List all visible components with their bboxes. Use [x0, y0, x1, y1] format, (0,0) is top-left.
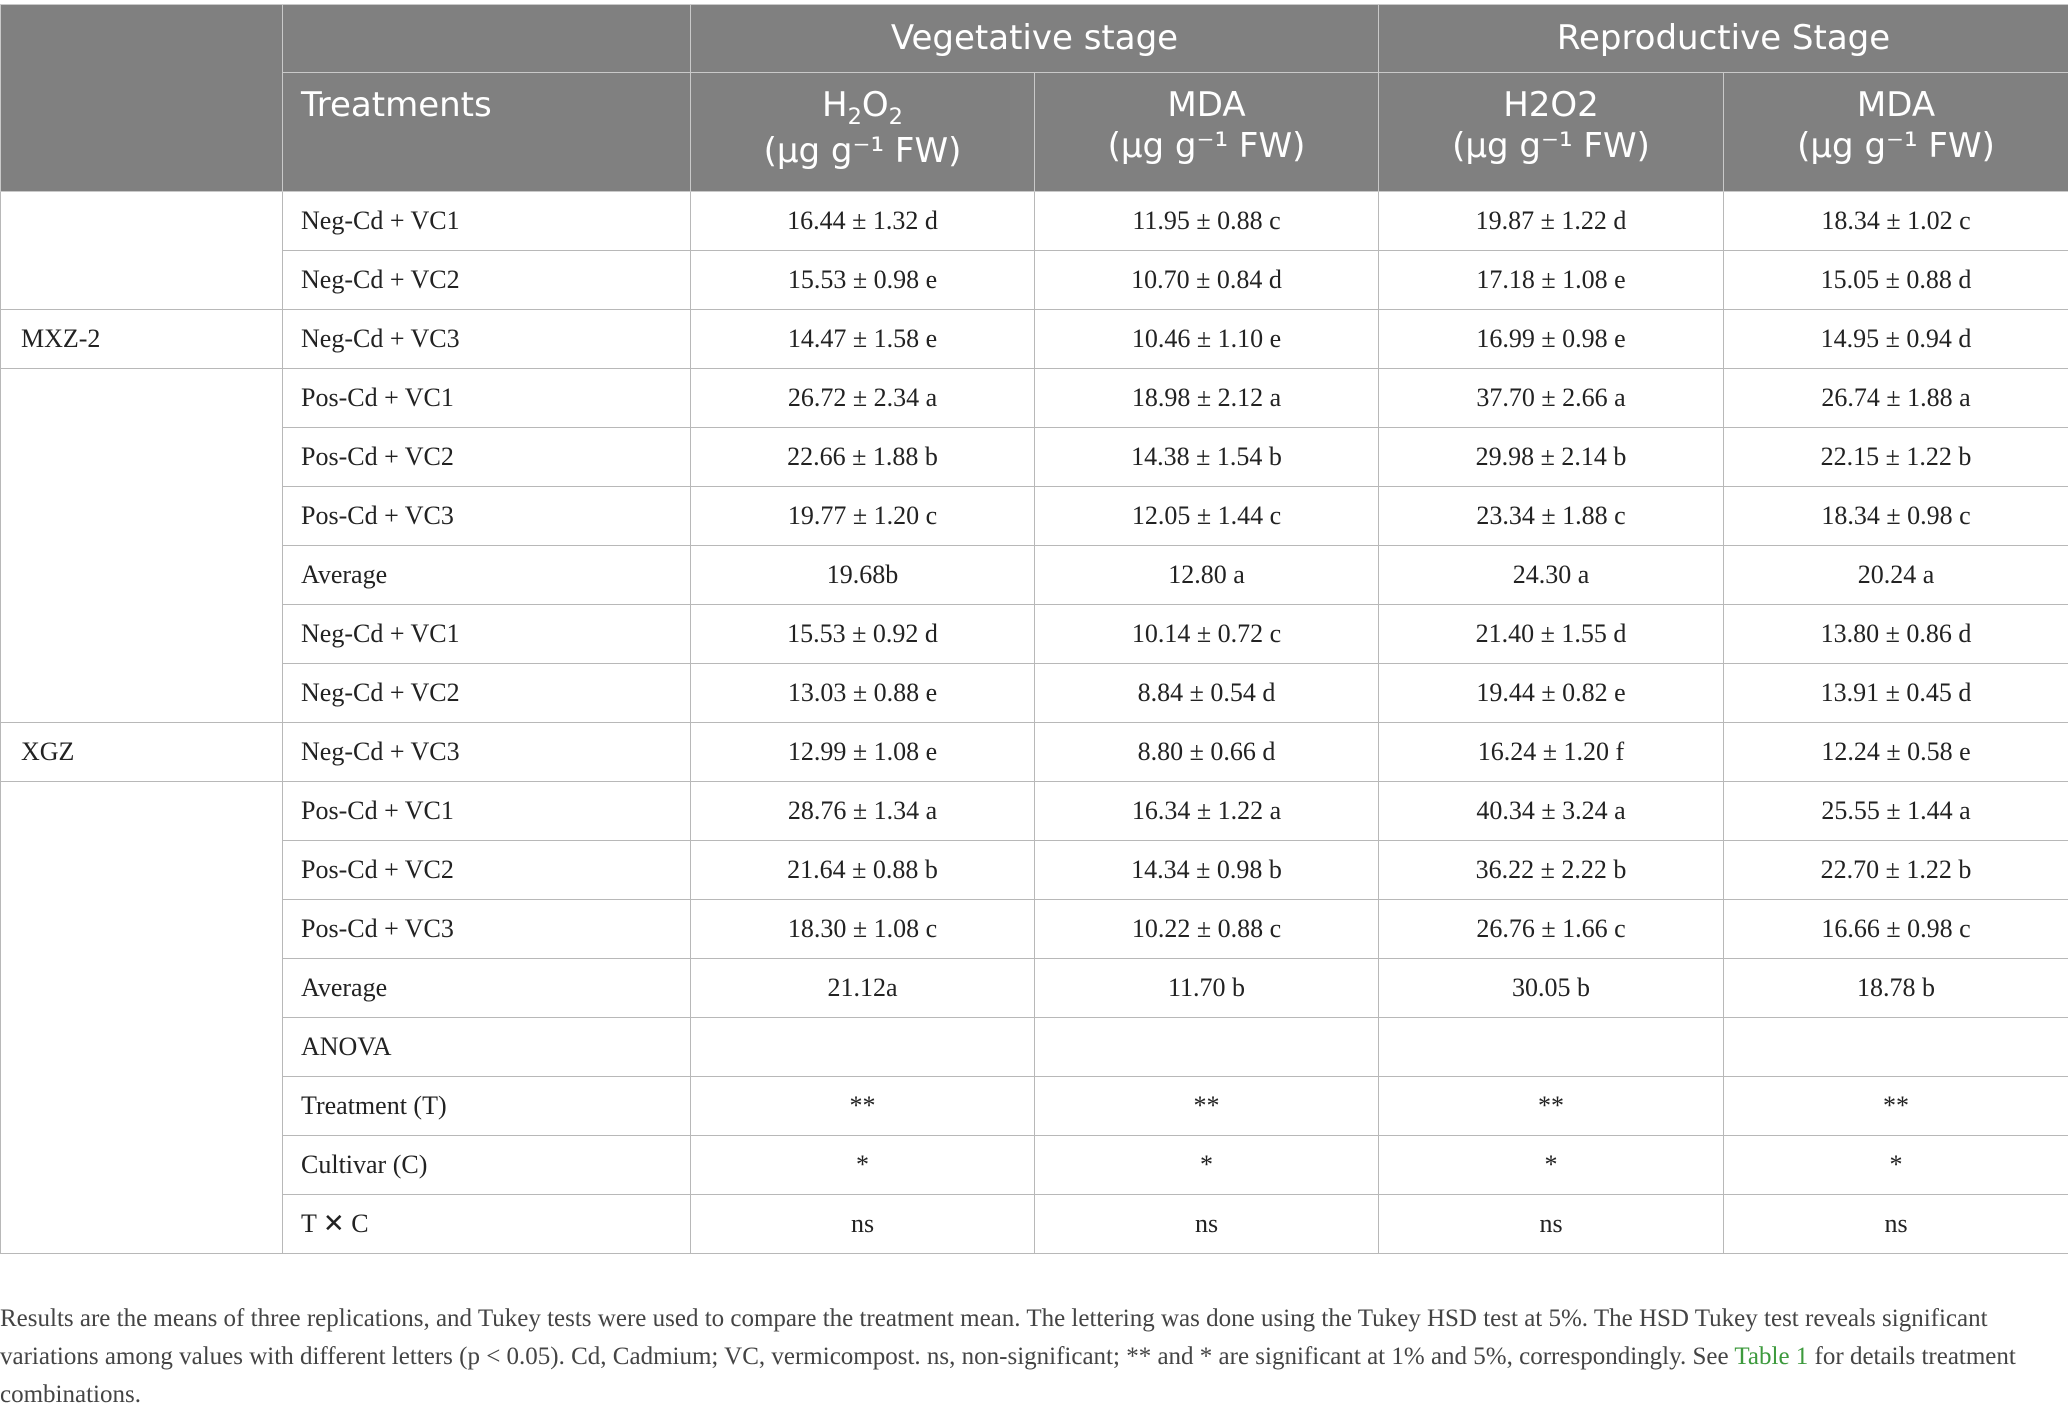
value-cell: 12.24 ± 0.58 e [1724, 723, 2068, 782]
value-cell: 25.55 ± 1.44 a [1724, 782, 2068, 841]
cultivar-cell [1, 192, 283, 251]
column-name: MDA [1167, 85, 1246, 125]
value-cell: 12.99 ± 1.08 e [691, 723, 1035, 782]
table-row [1, 192, 2068, 251]
value-cell: 26.74 ± 1.88 a [1724, 369, 2068, 428]
value-cell: 30.05 b [1379, 959, 1724, 1018]
value-cell: 10.14 ± 0.72 c [1035, 605, 1379, 664]
treatment-cell: Pos-Cd + VC3 [283, 900, 691, 959]
table-row [1, 1136, 2068, 1195]
table-row [1, 428, 2068, 487]
value-cell: 28.76 ± 1.34 a [691, 782, 1035, 841]
treatment-cell: Neg-Cd + VC1 [283, 605, 691, 664]
header-blank-cell [1, 5, 283, 192]
treatment-cell: Pos-Cd + VC3 [283, 487, 691, 546]
cultivar-cell [1, 841, 283, 900]
value-cell: ns [1379, 1195, 1724, 1254]
value-cell: 15.05 ± 0.88 d [1724, 251, 2068, 310]
data-table [0, 4, 2068, 1254]
column-unit: (µg g⁻¹ FW) [1452, 126, 1650, 167]
table-row [1, 546, 2068, 605]
value-cell: 10.46 ± 1.10 e [1035, 310, 1379, 369]
treatment-cell: Pos-Cd + VC2 [283, 841, 691, 900]
table-row [1, 487, 2068, 546]
treatment-cell: Pos-Cd + VC1 [283, 369, 691, 428]
table-row [1, 369, 2068, 428]
cultivar-cell [1, 1018, 283, 1077]
cultivar-cell [1, 546, 283, 605]
value-cell: ns [1035, 1195, 1379, 1254]
footnote-text-end: for details treatment combinations. [0, 1343, 2016, 1408]
table-row [1, 1195, 2068, 1254]
value-cell: 16.34 ± 1.22 a [1035, 782, 1379, 841]
value-cell: 14.95 ± 0.94 d [1724, 310, 2068, 369]
treatment-cell: T ✕ C [283, 1195, 691, 1254]
value-cell: 37.70 ± 2.66 a [1379, 369, 1724, 428]
value-cell: 19.44 ± 0.82 e [1379, 664, 1724, 723]
value-cell [1035, 1018, 1379, 1077]
cultivar-cell: MXZ-2 [1, 310, 283, 369]
table-row [1, 605, 2068, 664]
treatment-cell: Cultivar (C) [283, 1136, 691, 1195]
treatment-cell: Neg-Cd + VC1 [283, 192, 691, 251]
table-row [1, 310, 2068, 369]
value-cell: 14.38 ± 1.54 b [1035, 428, 1379, 487]
value-cell: 16.99 ± 0.98 e [1379, 310, 1724, 369]
value-cell: 16.66 ± 0.98 c [1724, 900, 2068, 959]
column-header [691, 73, 1035, 192]
value-cell: 19.68b [691, 546, 1035, 605]
value-cell: 14.47 ± 1.58 e [691, 310, 1035, 369]
value-cell: 36.22 ± 2.22 b [1379, 841, 1724, 900]
table-row [1, 841, 2068, 900]
value-cell: ns [1724, 1195, 2068, 1254]
table-row [1, 782, 2068, 841]
value-cell: 12.05 ± 1.44 c [1035, 487, 1379, 546]
cultivar-cell [1, 664, 283, 723]
treatment-cell: Neg-Cd + VC2 [283, 251, 691, 310]
value-cell: 15.53 ± 0.98 e [691, 251, 1035, 310]
column-unit: (µg g⁻¹ FW) [1797, 126, 1995, 167]
table-row [1, 251, 2068, 310]
cultivar-cell [1, 369, 283, 428]
column-header [1035, 73, 1379, 192]
treatment-cell: Pos-Cd + VC2 [283, 428, 691, 487]
value-cell [1724, 1018, 2068, 1077]
table-1-link[interactable]: Table 1 [1734, 1343, 1809, 1370]
value-cell: 20.24 a [1724, 546, 2068, 605]
value-cell: * [1724, 1136, 2068, 1195]
table-body [1, 192, 2068, 1254]
cultivar-cell [1, 1195, 283, 1254]
treatment-cell: Treatment (T) [283, 1077, 691, 1136]
value-cell: 14.34 ± 0.98 b [1035, 841, 1379, 900]
value-cell: 18.30 ± 1.08 c [691, 900, 1035, 959]
value-cell: * [691, 1136, 1035, 1195]
value-cell: 21.40 ± 1.55 d [1379, 605, 1724, 664]
value-cell: ** [1379, 1077, 1724, 1136]
treatment-cell: Pos-Cd + VC1 [283, 782, 691, 841]
value-cell: 8.84 ± 0.54 d [1035, 664, 1379, 723]
table-row [1, 664, 2068, 723]
cultivar-cell [1, 782, 283, 841]
value-cell: 22.15 ± 1.22 b [1724, 428, 2068, 487]
value-cell: 16.44 ± 1.32 d [691, 192, 1035, 251]
value-cell: 13.80 ± 0.86 d [1724, 605, 2068, 664]
value-cell: 18.34 ± 1.02 c [1724, 192, 2068, 251]
value-cell: 10.70 ± 0.84 d [1035, 251, 1379, 310]
value-cell: * [1035, 1136, 1379, 1195]
value-cell: 26.72 ± 2.34 a [691, 369, 1035, 428]
value-cell: 18.98 ± 2.12 a [1035, 369, 1379, 428]
treatments-header: Treatments [283, 73, 691, 192]
cultivar-cell [1, 1136, 283, 1195]
cultivar-cell [1, 605, 283, 664]
treatment-cell: Average [283, 959, 691, 1018]
value-cell: 22.70 ± 1.22 b [1724, 841, 2068, 900]
column-header [1379, 73, 1724, 192]
value-cell: 26.76 ± 1.66 c [1379, 900, 1724, 959]
value-cell: ns [691, 1195, 1035, 1254]
table-row [1, 723, 2068, 782]
header-spacer-cell [283, 5, 691, 73]
value-cell: ** [1724, 1077, 2068, 1136]
value-cell: 18.34 ± 0.98 c [1724, 487, 2068, 546]
value-cell: 21.12a [691, 959, 1035, 1018]
treatment-cell: Average [283, 546, 691, 605]
cultivar-cell [1, 428, 283, 487]
value-cell: ** [691, 1077, 1035, 1136]
value-cell: 12.80 a [1035, 546, 1379, 605]
value-cell [691, 1018, 1035, 1077]
table-footnote [0, 1300, 2050, 1414]
footnote-text: Results are the means of three replications, and Tukey tests were used to compare the treatment mean. The lettering was done using the Tukey HSD test at 5%. The HSD Tukey test reveals significant variations among values with different letters (p < 0.05). Cd, Cadmium; VC, vermicompost. ns, non-significant; ** and * are significant at 1% and 5%, correspondingly. See [0, 1305, 1988, 1370]
column-name: H2O2 [1503, 85, 1599, 125]
column-unit: (µg g⁻¹ FW) [763, 131, 962, 172]
group-header-reproductive: Reproductive Stage [1379, 5, 2068, 73]
value-cell: 22.66 ± 1.88 b [691, 428, 1035, 487]
value-cell: 16.24 ± 1.20 f [1379, 723, 1724, 782]
table-row [1, 1018, 2068, 1077]
treatment-cell: Neg-Cd + VC3 [283, 723, 691, 782]
value-cell: 40.34 ± 3.24 a [1379, 782, 1724, 841]
cultivar-cell [1, 251, 283, 310]
column-name: MDA [1856, 85, 1936, 125]
value-cell: 21.64 ± 0.88 b [691, 841, 1035, 900]
value-cell: 24.30 a [1379, 546, 1724, 605]
table-row [1, 900, 2068, 959]
treatment-cell: Neg-Cd + VC3 [283, 310, 691, 369]
value-cell: ** [1035, 1077, 1379, 1136]
treatment-cell: Neg-Cd + VC2 [283, 664, 691, 723]
value-cell: 19.87 ± 1.22 d [1379, 192, 1724, 251]
treatment-cell: ANOVA [283, 1018, 691, 1077]
value-cell: 8.80 ± 0.66 d [1035, 723, 1379, 782]
value-cell [1379, 1018, 1724, 1077]
cultivar-cell: XGZ [1, 723, 283, 782]
table-row [1, 1077, 2068, 1136]
group-header-vegetative: Vegetative stage [691, 5, 1379, 73]
table-row [1, 959, 2068, 1018]
cultivar-cell [1, 487, 283, 546]
value-cell: 23.34 ± 1.88 c [1379, 487, 1724, 546]
value-cell: 11.70 b [1035, 959, 1379, 1018]
cultivar-cell [1, 1077, 283, 1136]
column-unit: (µg g⁻¹ FW) [1107, 126, 1306, 167]
value-cell: 29.98 ± 2.14 b [1379, 428, 1724, 487]
value-cell: 11.95 ± 0.88 c [1035, 192, 1379, 251]
table-header [1, 5, 2068, 192]
cultivar-cell [1, 900, 283, 959]
value-cell: * [1379, 1136, 1724, 1195]
value-cell: 18.78 b [1724, 959, 2068, 1018]
value-cell: 13.91 ± 0.45 d [1724, 664, 2068, 723]
value-cell: 10.22 ± 0.88 c [1035, 900, 1379, 959]
value-cell: 17.18 ± 1.08 e [1379, 251, 1724, 310]
value-cell: 19.77 ± 1.20 c [691, 487, 1035, 546]
value-cell: 13.03 ± 0.88 e [691, 664, 1035, 723]
value-cell: 15.53 ± 0.92 d [691, 605, 1035, 664]
column-header [1724, 73, 2068, 192]
cultivar-cell [1, 959, 283, 1018]
column-name-h2o2-subscripted: $H_2O_2$ [822, 85, 903, 130]
